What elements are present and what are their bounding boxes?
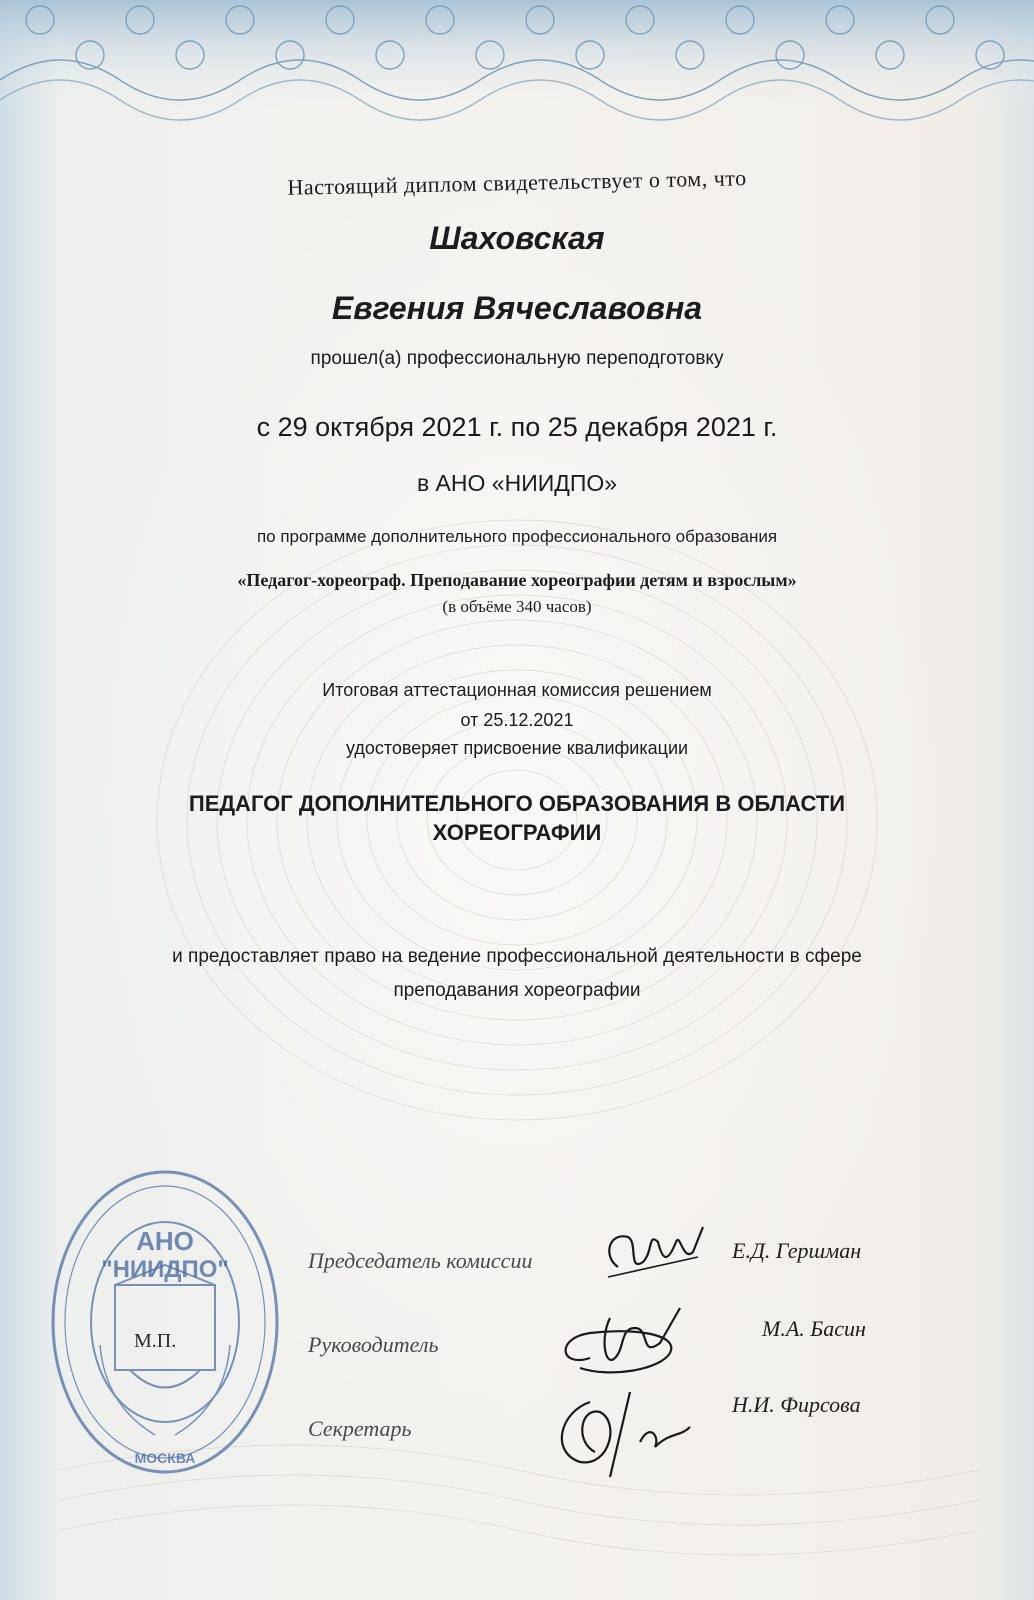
signer-chairman: Е.Д. Гершман [732, 1238, 862, 1263]
attestation-line-1: Итоговая аттестационная комиссия решением [322, 680, 712, 700]
role-director: Руководитель [308, 1332, 439, 1357]
recipient-surname: Шаховская [429, 220, 605, 256]
seal-abbr: АНО [136, 1226, 194, 1256]
signature-secretary [540, 1382, 720, 1482]
institution-seal [45, 1165, 285, 1480]
role-secretary: Секретарь [308, 1416, 412, 1441]
qualification-line-2: ХОРЕОГРАФИИ [432, 820, 602, 845]
seal-place: М.П. [134, 1330, 177, 1352]
qualification-line-1: ПЕДАГОГ ДОПОЛНИТЕЛЬНОГО ОБРАЗОВАНИЯ В ОБЛАСТИ [188, 791, 846, 816]
attestation-date: от 25.12.2021 [460, 710, 574, 730]
rights-line-2: преподавания хореографии [393, 980, 641, 1001]
signature-chairman [598, 1222, 708, 1292]
seal-name: "НИИДПО" [101, 1256, 229, 1283]
rights-line-1: и предоставляет право на ведение профессиональной деятельности в сфере [172, 946, 862, 967]
study-period: с 29 октября 2021 г. по 25 декабря 2021 г. [256, 412, 778, 442]
attestation-line-3: удостоверяет присвоение квалификации [345, 738, 689, 758]
program-title: «Педагог-хореограф. Преподавание хореографии детям и взрослым» [237, 570, 797, 590]
institution: в АНО «НИИДПО» [416, 470, 618, 496]
signer-director: М.А. Басин [762, 1316, 866, 1341]
recipient-given-names: Евгения Вячеславовна [331, 290, 703, 326]
signer-secretary: Н.И. Фирсова [732, 1392, 861, 1417]
ornamental-border [0, 0, 1034, 140]
signature-director [550, 1298, 700, 1388]
intro-line: Настоящий диплом свидетельствует о том, что [287, 165, 747, 200]
role-chairman: Председатель комиссии [308, 1248, 533, 1273]
program-volume: (в объёме 340 часов) [442, 597, 592, 616]
completion-statement: прошел(а) профессиональную переподготовку [310, 348, 724, 369]
seal-city: МОСКВА [134, 1450, 196, 1466]
program-intro: по программе дополнительного профессионального образования [256, 527, 778, 546]
